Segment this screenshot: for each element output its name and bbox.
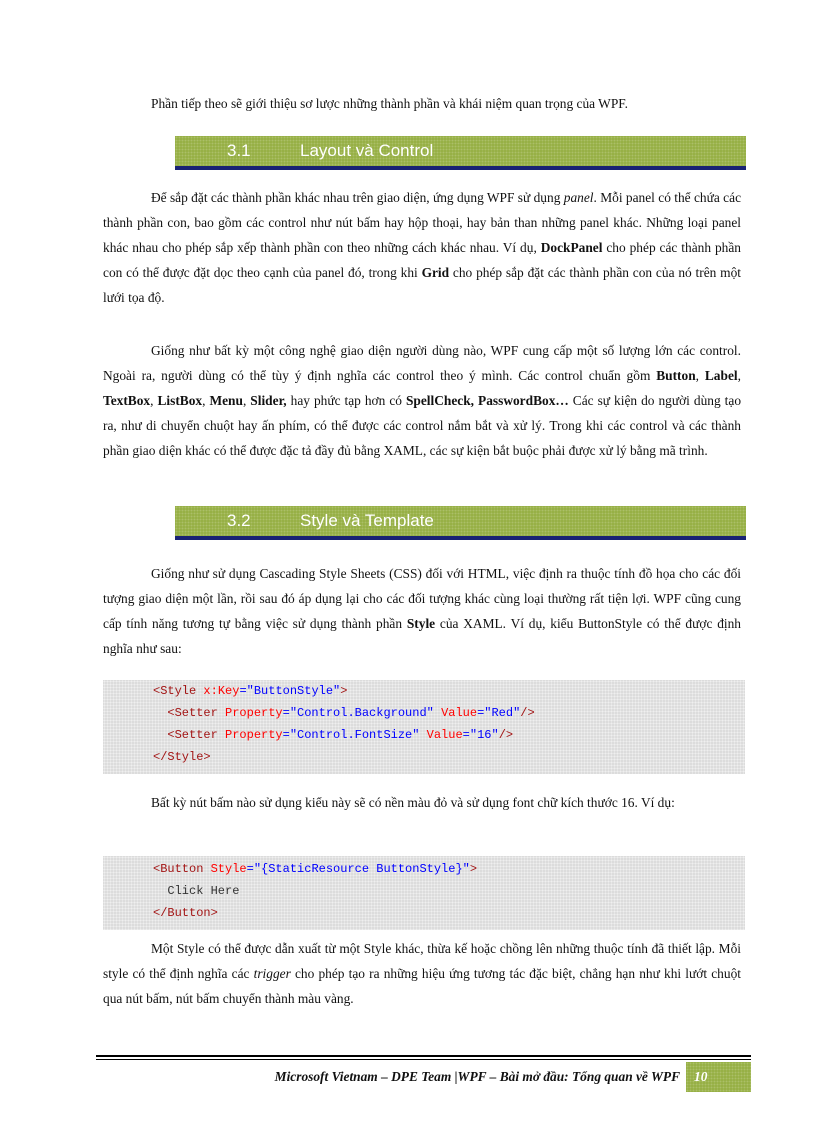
- code-block-style: [103, 680, 745, 774]
- code-line: </Button>: [153, 906, 218, 920]
- code-block-button: [103, 856, 745, 930]
- code-line: <Setter Property="Control.FontSize" Value="16"/>: [153, 728, 514, 742]
- paragraph-trigger: Một Style có thể được dẫn xuất từ một Style khác, thừa kế hoặc chồng lên những thuộc tính đã thiết lập. Mỗi style có thể định nghĩa các trigger cho phép tạo ra những hiệu ứng tương tác đặc biệt, chẳng hạn như khi lướt chuột qua nút bấm, nút bấm chuyển thành màu vàng.: [103, 941, 741, 1006]
- code-line: <Button Style="{StaticResource ButtonStyle}">: [153, 862, 478, 876]
- term-trigger: trigger: [253, 966, 291, 981]
- paragraph-style: Giống như sử dụng Cascading Style Sheets (CSS) đối với HTML, việc định ra thuộc tính đồ họa cho các đối tượng giao diện một lần, rồi sau đó áp dụng lại cho các đối tượng khác cùng loại thường rất tiện lợi. WPF cũng cung cấp tính năng tương tự bằng việc sử dụng thành phần Style của XAML. Ví dụ, kiểu ButtonStyle có thể được định nghĩa như sau:: [103, 566, 741, 656]
- code-line: <Style x:Key="ButtonStyle">: [153, 684, 348, 698]
- code-line: <Setter Property="Control.Background" Value="Red"/>: [153, 706, 535, 720]
- term-grid: Grid: [421, 265, 450, 280]
- section-number: 3.2: [227, 511, 251, 530]
- section-title: Layout và Control: [300, 141, 434, 160]
- section-heading-3-2: [175, 506, 746, 540]
- code-line: Click Here: [153, 884, 240, 898]
- section-heading-3-1: [175, 136, 746, 170]
- page-number: 10: [686, 1062, 751, 1092]
- term-dockpanel: DockPanel: [540, 240, 603, 255]
- paragraph-controls: Giống như bất kỳ một công nghệ giao diện người dùng nào, WPF cung cấp một số lượng lớn các control. Ngoài ra, người dùng có thể tùy ý định nghĩa các control theo ý mình. Các control chuẩn gồm Button, Label, TextBox, ListBox, Menu, Slider, hay phức tạp hơn có SpellCheck, PasswordBox… Các sự kiện do người dùng tạo ra, như di chuyển chuột hay ấn phím, có thể được các control nắm bắt và xử lý. Trong khi các control và các thành phần giao diện khác có thể được đặc tả đầy đủ bằng XAML, các sự kiện bắt buộc phải được xử lý bằng mã trình.: [103, 343, 742, 458]
- intro-paragraph: Phần tiếp theo sẽ giới thiệu sơ lược những thành phần và khái niệm quan trọng của WPF.: [151, 96, 628, 111]
- paragraph-layout: Để sắp đặt các thành phần khác nhau trên giao diện, ứng dụng WPF sử dụng panel. Mỗi panel có thể chứa các thành phần con, bao gồm các control như nút bấm hay hộp thoại, hay bản than những panel khác. Những loại panel khác nhau cho phép sắp xếp thành phần con theo những cách khác nhau. Ví dụ, DockPanel cho phép các thành phần con có thể được đặt dọc theo cạnh của panel đó, trong khi Grid cho phép sắp đặt các thành phần con của nó trên một lưới tọa độ.: [103, 190, 742, 305]
- footer-rule: [96, 1059, 751, 1060]
- footer-title: Microsoft Vietnam – DPE Team |WPF – Bài mở đầu: Tổng quan về WPF: [274, 1069, 680, 1084]
- code-line: </Style>: [153, 750, 211, 764]
- term-style: Style: [406, 616, 436, 631]
- paragraph-button-example: Bất kỳ nút bấm nào sử dụng kiểu này sẽ có nền màu đỏ và sử dụng font chữ kích thước 16. Ví dụ:: [151, 795, 675, 810]
- footer-rule: [96, 1055, 751, 1057]
- section-number: 3.1: [227, 141, 251, 160]
- term-panel: panel: [563, 190, 594, 205]
- section-title: Style và Template: [300, 511, 434, 530]
